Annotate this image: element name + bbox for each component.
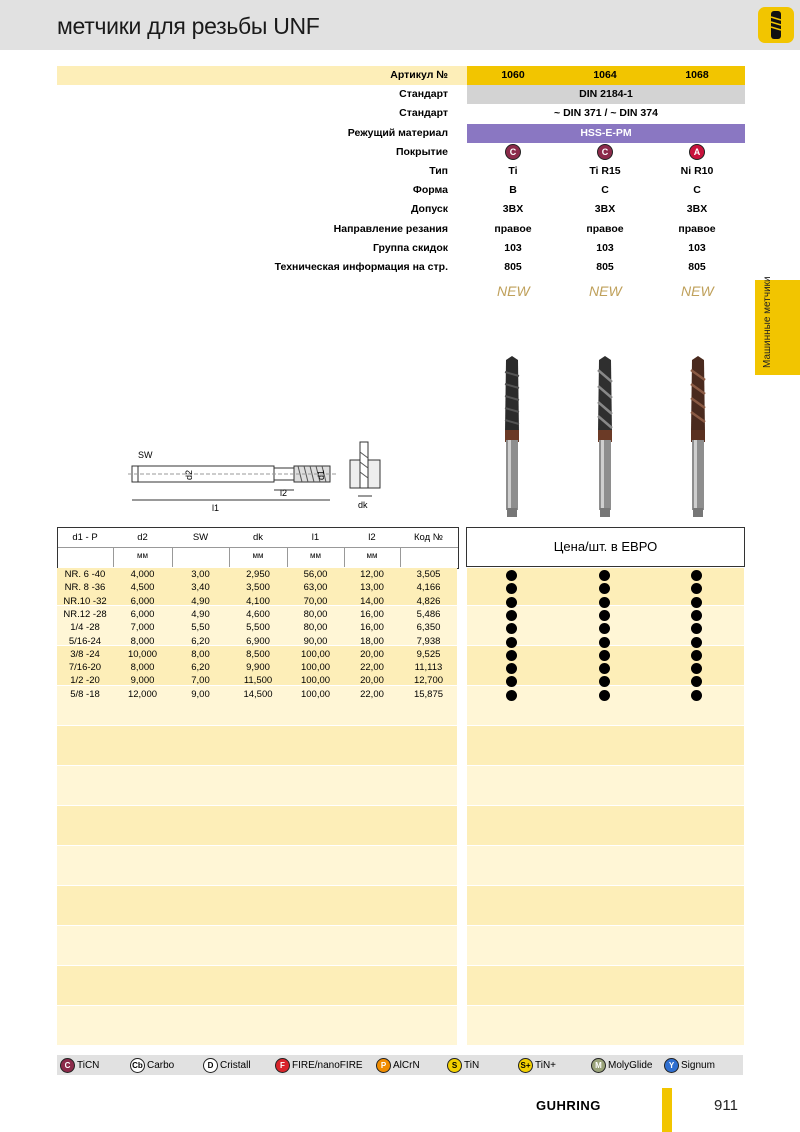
table-band [57,926,457,965]
availability-dot [691,610,702,621]
table-band [57,846,457,885]
table-cell: 11,500 [243,675,273,687]
legend-item [447,1058,479,1073]
table-band [467,806,744,845]
spec-label: Артикул № [390,69,448,81]
column-header: SW [192,532,209,543]
table-cell: 20,00 [360,675,384,687]
table-band [57,1006,457,1045]
coating-symbol-icon: D [203,1058,218,1073]
price-header-box [466,527,745,567]
column-unit: мм [137,551,148,560]
table-cell: 3,40 [191,582,210,594]
table-cell: 9,00 [191,688,210,700]
spec-row [57,143,745,162]
legend-item [591,1058,652,1073]
table-cell: 100,00 [300,675,331,687]
tap-image-1064 [585,352,625,522]
availability-dot [691,597,702,608]
drawing-label-d1: d1 [316,469,326,480]
table-cell: 100,00 [300,688,331,700]
table-cell: 2,950 [246,569,270,580]
availability-dot [691,570,702,581]
spec-value: B [509,184,517,197]
table-cell: 20,00 [360,648,384,660]
page-title: метчики для резьбы UNF [57,13,320,39]
spec-row [57,239,745,258]
spec-value: 1064 [593,69,617,81]
table-cell: 6,350 [416,622,441,634]
table-cell: 18,00 [360,635,384,647]
spec-row [57,85,745,104]
spec-value: 805 [596,261,614,273]
table-cell: 5/8 -18 [70,688,100,700]
availability-dot [691,650,702,661]
availability-dot [599,650,610,661]
spec-label: Допуск [410,203,448,216]
table-cell: 56,00 [303,569,328,580]
table-cell: 6,20 [191,635,210,647]
legend-label: FIRE/nanoFIRE [292,1060,363,1072]
table-band [467,846,744,885]
spec-value: 103 [504,241,522,254]
table-cell: 4,000 [130,569,155,580]
table-cell: 4,500 [130,582,155,594]
table-cell: 3,00 [191,569,210,580]
spec-span-value: DIN 2184-1 [467,85,745,104]
table-cell: 15,875 [413,688,444,700]
table-cell: 7,938 [416,635,441,647]
spec-row [57,104,745,123]
spec-label: Покрытие [395,145,448,158]
legend-label: MolyGlide [608,1060,653,1072]
coating-symbol-icon: S+ [518,1058,533,1073]
spec-span-value: ~ DIN 371 / ~ DIN 374 [467,104,745,123]
column-header: dk [252,532,264,543]
spec-value: правое [678,222,716,235]
availability-dot [506,650,517,661]
table-cell: 13,00 [360,582,384,594]
legend-item [518,1058,556,1073]
page-number: 911 [714,1097,738,1114]
spec-value: C [693,184,701,197]
availability-dot [691,637,702,648]
coating-legend [57,1055,743,1075]
table-cell: 4,100 [246,595,270,607]
availability-dot [599,597,610,608]
new-label: NEW [497,283,530,299]
spec-value: Ti R15 [589,165,621,177]
table-cell: 4,826 [416,595,441,607]
table-cell: 7,000 [130,622,155,634]
table-cell: 63,00 [303,582,328,594]
table-band [467,726,744,765]
availability-dot [506,597,517,608]
spec-value: 3BX [502,203,524,216]
table-cell: 5,500 [246,622,270,634]
table-cell: NR. 6 -40 [64,569,106,580]
table-cell: 7,00 [191,675,210,687]
spec-row [57,258,745,277]
table-cell: 5,486 [416,608,441,620]
availability-dot [506,610,517,621]
table-cell: 7/16-20 [68,662,102,674]
table-band [467,766,744,805]
table-cell: 10,000 [127,648,158,660]
new-label: NEW [681,283,714,299]
column-header: Код № [414,532,443,543]
coating-symbol-icon: S [447,1058,462,1073]
coating-symbol-icon: Y [664,1058,679,1073]
spec-value: 3BX [594,203,616,216]
coating-symbol-icon: P [376,1058,391,1073]
tap-image-1060 [492,352,532,522]
table-cell: 1/4 -28 [70,622,100,634]
legend-item [130,1058,174,1073]
table-cell: 80,00 [303,608,328,620]
table-band [57,766,457,805]
spec-row [57,181,745,200]
table-cell: 4,600 [246,608,270,620]
table-band [57,886,457,925]
column-header: l1 [311,532,320,543]
legend-label: Cristall [220,1060,251,1072]
spec-value: 1068 [685,69,709,81]
table-cell: 12,00 [360,569,384,580]
spec-label: Стандарт [399,107,448,120]
table-band [467,886,744,925]
new-label: NEW [589,283,622,299]
legend-label: TiN+ [535,1060,557,1072]
spec-label: Режущий материал [347,126,448,139]
table-band [57,966,457,1005]
availability-dot [506,637,517,648]
spec-label: Техническая информация на стр. [274,261,448,273]
table-cell: 1/2 -20 [70,675,100,687]
table-cell: NR. 8 -36 [64,582,106,594]
availability-dot [691,690,702,701]
table-cell: 3,505 [416,569,441,580]
tap-image-1068 [678,352,718,522]
column-header: d1 - P [72,532,98,543]
legend-item [60,1058,99,1073]
table-band [467,1006,744,1045]
table-cell: 100,00 [300,648,331,660]
drawing-label-dk: dk [358,500,368,510]
spec-row [57,162,745,181]
availability-dot [599,637,610,648]
legend-label: AlCrN [393,1060,420,1072]
table-cell: 16,00 [360,608,384,620]
table-cell: 9,000 [130,675,155,687]
column-unit: мм [366,551,378,560]
table-cell: 9,525 [416,648,441,660]
drawing-label-d2: d2 [184,469,194,480]
spec-label: Форма [412,184,448,197]
table-cell: 12,700 [413,675,444,687]
table-band [57,806,457,845]
spec-row [57,66,745,85]
coating-symbol-icon: M [591,1058,606,1073]
column-unit: мм [252,551,264,560]
spec-value: 805 [504,261,522,273]
coating-symbol-icon: C [60,1058,75,1073]
spec-label: Стандарт [399,88,448,101]
drawing-label-l1: l1 [212,503,220,513]
spec-row [57,220,745,239]
spec-span-value: HSS-E-PM [467,124,745,143]
column-unit: мм [310,551,321,560]
legend-item [376,1058,420,1073]
table-cell: 8,500 [246,648,270,660]
table-cell: 100,00 [300,662,331,674]
side-tab-label: Машинные метчики [762,276,773,368]
table-cell: 14,00 [360,595,384,607]
availability-dot [506,690,517,701]
legend-label: TiN [464,1060,480,1072]
table-cell: 80,00 [303,622,328,634]
tap-dimension-drawing [128,440,408,520]
drawing-label-sw: SW [138,450,153,460]
table-cell: 12,000 [127,688,158,700]
table-cell: 11,113 [414,662,443,674]
tap-logo-icon [758,7,794,43]
availability-dot [506,570,517,581]
drawing-label-l2: l2 [280,488,288,498]
footer-accent [662,1088,672,1132]
spec-value: 103 [688,241,706,254]
table-band [467,926,744,965]
table-cell: 5,50 [191,622,210,634]
table-cell: 3,500 [246,582,270,594]
spec-value: C [601,184,609,197]
table-cell: 22,00 [360,688,384,700]
table-cell: 6,000 [130,608,155,620]
table-cell: 6,900 [246,635,270,647]
column-header: d2 [137,532,148,543]
legend-item [203,1058,251,1073]
brand-logo: GUHRING [536,1098,601,1113]
coating-symbol-icon: F [275,1058,290,1073]
table-band [467,966,744,1005]
table-cell: NR.12 -28 [63,608,107,620]
coating-C-icon: C [505,144,521,160]
table-band [57,726,457,765]
table-cell: 8,000 [130,635,155,647]
price-header: Цена/шт. в ЕВРО [553,539,658,554]
table-cell: 6,000 [130,595,155,607]
table-cell: 5/16-24 [68,635,102,647]
spec-label: Направление резания [333,222,448,235]
table-cell: 6,20 [191,662,210,674]
availability-dot [599,690,610,701]
coating-A-icon: A [689,144,705,160]
spec-value: 103 [596,241,614,254]
legend-item [664,1058,715,1073]
legend-item [275,1058,363,1073]
legend-label: Carbo [147,1060,175,1072]
table-cell: 22,00 [360,662,384,674]
table-cell: 3/8 -24 [70,648,100,660]
spec-value: 805 [688,261,706,273]
availability-dot [599,570,610,581]
table-cell: 4,90 [191,608,210,620]
table-cell: 14,500 [243,688,273,700]
table-cell: 16,00 [360,622,384,634]
table-cell: 4,90 [191,595,210,607]
table-cell: NR.10 -32 [63,595,107,607]
spec-label: Группа скидок [373,241,448,254]
spec-value: Ti [508,165,518,177]
table-cell: 4,166 [416,582,441,594]
table-cell: 8,000 [130,662,155,674]
column-header: l2 [368,532,376,543]
spec-value: 1060 [501,69,525,81]
spec-value: правое [494,222,532,235]
spec-row [57,200,745,219]
legend-label: Signum [681,1060,715,1072]
legend-label: TiCN [77,1060,100,1072]
table-cell: 8,00 [191,648,210,660]
table-cell: 90,00 [303,635,328,647]
side-tab [755,276,800,375]
spec-value: Ni R10 [680,165,714,177]
spec-value: правое [586,222,624,235]
table-cell: 70,00 [303,595,328,607]
table-cell: 9,900 [246,662,270,674]
availability-dot [599,610,610,621]
spec-value: 3BX [686,203,708,216]
spec-row [57,124,745,143]
coating-symbol-icon: Cb [130,1058,145,1073]
spec-label: Тип [429,165,448,177]
coating-C-icon: C [597,144,613,160]
